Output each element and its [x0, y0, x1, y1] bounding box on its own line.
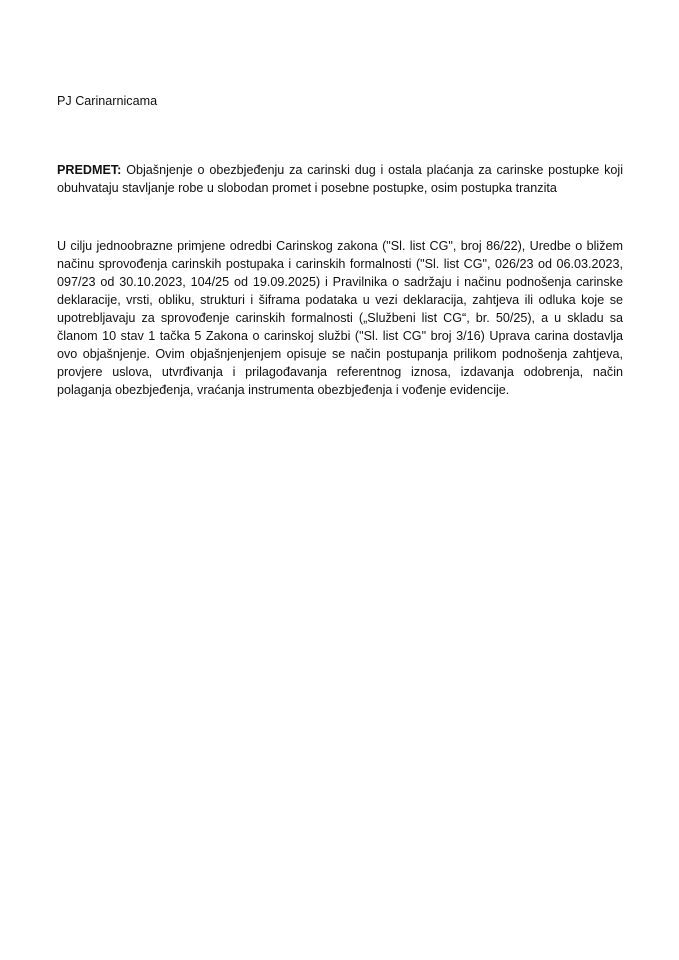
body-paragraph: U cilju jednoobrazne primjene odredbi Carinskog zakona ("Sl. list CG", broj 86/22), Uredbe o bližem načinu sprovođenja carinskih postupaka i carinskih formalnosti ("Sl. list CG", 026/23 od 06.03.2023, 097/23 od 30.10.2023, 104/25 od 19.09.2025) i Pravilnika o sadržaju i načinu podnošenja carinske deklaracije, vrsti, obliku, strukturi i šiframa podataka u vezi deklaracija, zahtjeva ili odluka koje se upotrebljavaju za sprovođenje carinskih formalnosti („Službeni list CG“, br. 50/25), a u skladu sa članom 10 stav 1 tačka 5 Zakona o carinskoj službi ("Sl. list CG" broj 3/16) Uprava carina dostavlja ovo objašnjenje. Ovim objašnjenjenjem opisuje se način postupanja prilikom podnošenja zahtjeva, provjere uslova, utvrđivanja i prilagođavanja referentnog iznosa, izdavanja odobrenja, način polaganja obezbjeđenja, vraćanja instrumenta obezbjeđenja i vođenje evidencije.: [57, 239, 623, 397]
subject-text: Objašnjenje o obezbjeđenju za carinski dug i ostala plaćanja za carinske postupke koji obuhvataju stavljanje robe u slobodan promet i posebne postupke, osim postupka tranzita: [57, 163, 623, 195]
recipient-line: PJ Carinarnicama: [57, 94, 158, 108]
subject-label: PREDMET:: [57, 163, 122, 177]
subject-paragraph: [57, 161, 623, 197]
